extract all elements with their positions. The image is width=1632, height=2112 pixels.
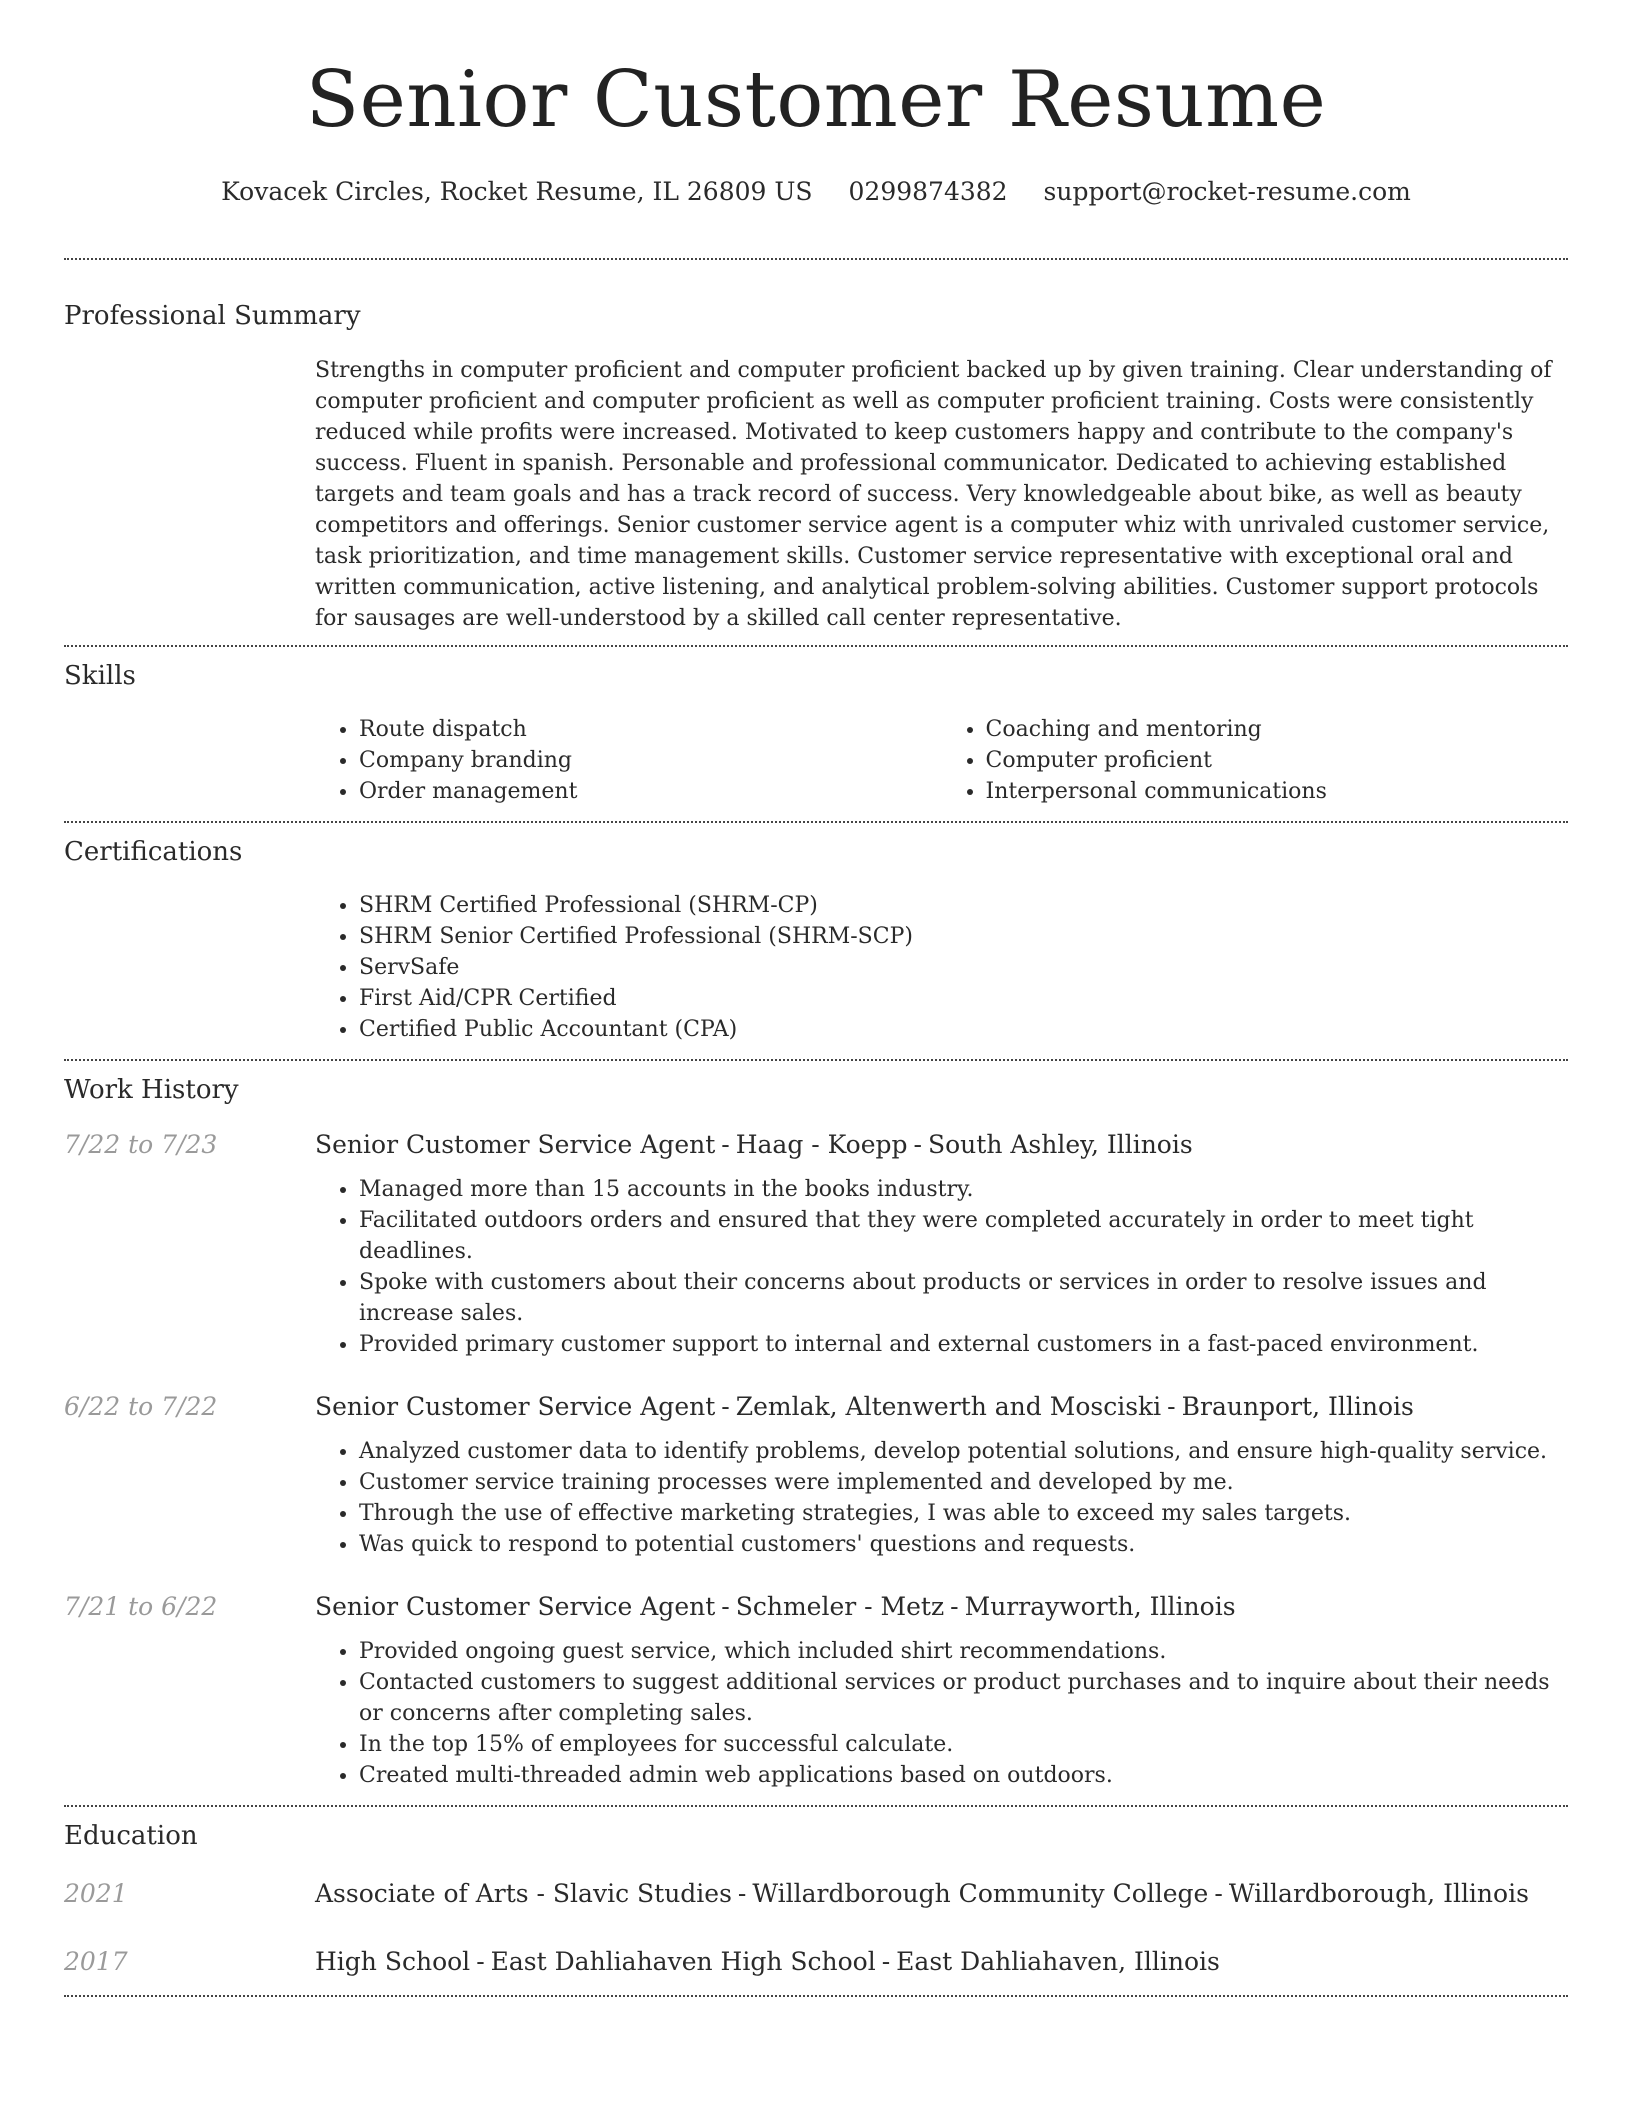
job-bullet: • Provided primary customer support to internal and external customers in a fast-paced environment. (359, 1329, 1568, 1360)
education-entry (64, 1877, 1568, 1911)
skill-item: • Computer proficient (986, 745, 1569, 776)
certification-item: • SHRM Senior Certified Professional (SHRM-SCP) (359, 921, 1568, 952)
section-title-skills: Skills (64, 661, 136, 691)
education-location: East Dahliahaven, Illinois (896, 1947, 1220, 1976)
job-bullets (315, 1636, 1568, 1791)
divider (64, 1995, 1568, 1997)
education-year: 2021 (64, 1879, 128, 1908)
job-role: Senior Customer Service Agent (315, 1592, 716, 1621)
certification-item: • First Aid/CPR Certified (359, 983, 1568, 1014)
job-bullet: • Analyzed customer data to identify problems, develop potential solutions, and ensure high-quality service. (359, 1436, 1568, 1467)
job-dates: 7/22 to 7/23 (64, 1130, 218, 1159)
job-title-line: Senior Customer Service Agent - Schmeler - Metz - Murrayworth, Illinois (315, 1592, 1236, 1621)
section-title-certifications: Certifications (64, 837, 243, 867)
skill-item: • Interpersonal communications (986, 776, 1569, 807)
job-bullet: • Facilitated outdoors orders and ensured that they were completed accurately in order to meet tight deadlines. (359, 1205, 1568, 1267)
skill-item: • Coaching and mentoring (986, 714, 1569, 745)
job-location: Braunport, Illinois (1181, 1392, 1414, 1421)
job-dates: 7/21 to 6/22 (64, 1592, 218, 1621)
job-bullets (315, 1174, 1568, 1360)
job-bullet: • In the top 15% of employees for successful calculate. (359, 1729, 1568, 1760)
job-location: South Ashley, Illinois (928, 1130, 1193, 1159)
section-title-summary: Professional Summary (64, 301, 361, 331)
job-company: Zemlak, Altenwerth and Mosciski (735, 1392, 1162, 1421)
job-entry (64, 1128, 1568, 1360)
education-year: 2017 (64, 1947, 128, 1976)
education-entry (64, 1945, 1568, 1979)
skills-list-right (942, 714, 1569, 807)
skills-list-left (315, 714, 942, 807)
job-bullets-wrap (315, 1436, 1568, 1560)
resume-name: Senior Customer Resume (305, 55, 1327, 145)
education-degree: High School (315, 1947, 471, 1976)
education-section (64, 1807, 1568, 1995)
contact-email[interactable]: support@rocket-resume.com (1043, 177, 1411, 206)
certifications-list (315, 890, 1568, 1045)
skill-item: • Order management (359, 776, 942, 807)
certifications-body (315, 890, 1568, 1045)
job-title-line: Senior Customer Service Agent - Haag - Koepp - South Ashley, Illinois (315, 1130, 1193, 1159)
job-bullet: • Contacted customers to suggest additional services or product purchases and to inquire about their needs or concerns after completing sales. (359, 1667, 1568, 1729)
section-title-work: Work History (64, 1075, 239, 1105)
job-bullet: • Managed more than 15 accounts in the books industry. (359, 1174, 1568, 1205)
summary-section (64, 260, 1568, 645)
job-bullet: • Was quick to respond to potential customers' questions and requests. (359, 1529, 1568, 1560)
job-bullet: • Created multi-threaded admin web applications based on outdoors. (359, 1760, 1568, 1791)
skills-section (64, 647, 1568, 821)
job-dates: 6/22 to 7/22 (64, 1392, 218, 1421)
job-bullet: • Through the use of effective marketing strategies, I was able to exceed my sales targets. (359, 1498, 1568, 1529)
job-header (64, 1590, 1568, 1624)
skill-item: • Company branding (359, 745, 942, 776)
job-company: Schmeler - Metz (735, 1592, 945, 1621)
job-bullet: • Spoke with customers about their concerns about products or services in order to resolve issues and increase sales. (359, 1267, 1568, 1329)
job-role: Senior Customer Service Agent (315, 1392, 716, 1421)
certifications-section (64, 823, 1568, 1059)
job-bullets-wrap (315, 1636, 1568, 1791)
certification-item: • Certified Public Accountant (CPA) (359, 1014, 1568, 1045)
contact-address: Kovacek Circles, Rocket Resume, IL 26809 US (221, 177, 813, 206)
job-bullet: • Customer service training processes were implemented and developed by me. (359, 1467, 1568, 1498)
job-entry (64, 1390, 1568, 1560)
job-bullets-wrap (315, 1174, 1568, 1360)
job-bullets (315, 1436, 1568, 1560)
education-school: Willardborough Community College (752, 1879, 1209, 1908)
section-title-education: Education (64, 1821, 198, 1851)
education-location: Willardborough, Illinois (1228, 1879, 1529, 1908)
certification-item: • ServSafe (359, 952, 1568, 983)
summary-text: Strengths in computer proficient and computer proficient backed up by given training. Clear understanding of computer proficient and computer proficient as well as computer proficient training. Costs were consistently reduced while profits were increased. Motivated to keep customers happy and contribute to the company's success. Fluent in spanish. Personable and professional communicator. Dedicated to achieving established targets and team goals and has a track record of success. Very knowledgeable about bike, as well as beauty competitors and offerings. Senior customer service agent is a computer whiz with unrivaled customer service, task prioritization, and time management skills. Customer service representative with exceptional oral and written communication, active listening, and analytical problem-solving abilities. Customer support protocols for sausages are well-understood by a skilled call center representative. (315, 358, 1552, 631)
education-degree: Associate of Arts - Slavic Studies (315, 1879, 732, 1908)
certification-item: • SHRM Certified Professional (SHRM-CP) (359, 890, 1568, 921)
work-section (64, 1061, 1568, 1805)
skills-grid (315, 714, 1568, 807)
education-line: High School - East Dahliahaven High School - East Dahliahaven, Illinois (315, 1947, 1220, 1976)
job-header (64, 1128, 1568, 1162)
contact-line (64, 174, 1568, 210)
job-bullet: • Provided ongoing guest service, which included shirt recommendations. (359, 1636, 1568, 1667)
skill-item: • Route dispatch (359, 714, 942, 745)
job-role: Senior Customer Service Agent (315, 1130, 716, 1159)
job-entry (64, 1590, 1568, 1791)
education-line: Associate of Arts - Slavic Studies - Willardborough Community College - Willardborough, Illinois (315, 1879, 1529, 1908)
job-company: Haag - Koepp (735, 1130, 908, 1159)
job-location: Murrayworth, Illinois (964, 1592, 1236, 1621)
contact-phone: 0299874382 (848, 177, 1008, 206)
education-school: East Dahliahaven High School (490, 1947, 876, 1976)
job-title-line: Senior Customer Service Agent - Zemlak, Altenwerth and Mosciski - Braunport, Illinois (315, 1392, 1414, 1421)
job-header (64, 1390, 1568, 1424)
